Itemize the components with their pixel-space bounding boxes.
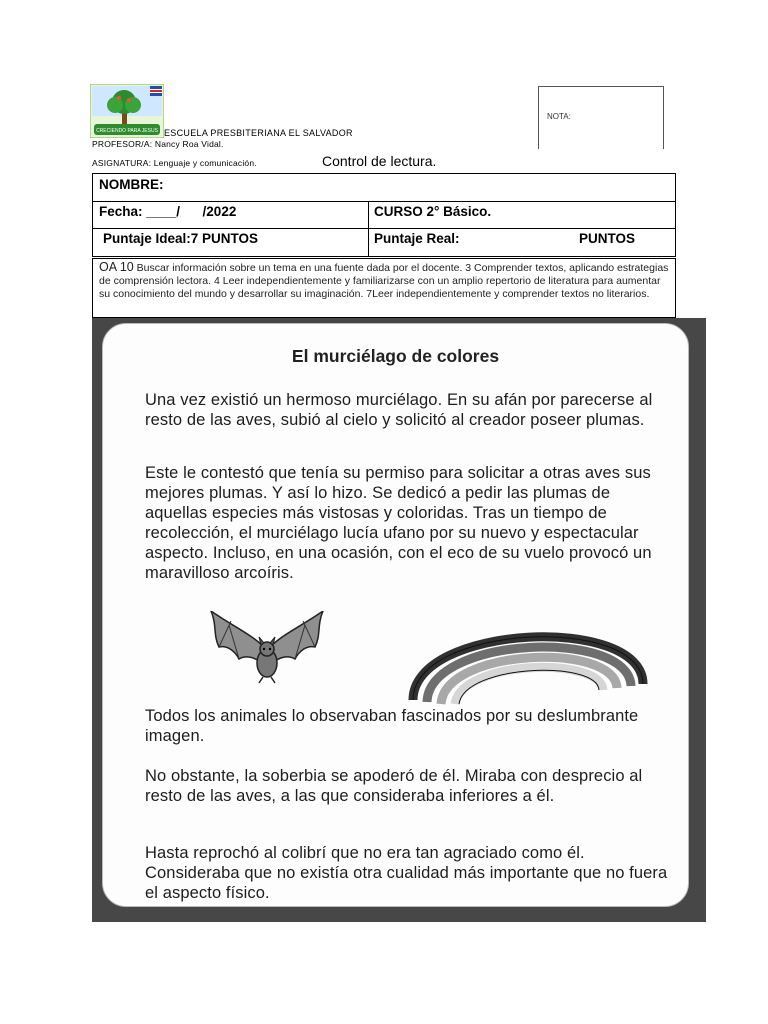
school-logo	[90, 84, 164, 138]
table-divider	[93, 201, 675, 202]
table-divider	[368, 201, 369, 257]
objectives-body: Buscar información sobre un tema en una fuente dada por el docente. 3 Comprender textos, aplicando estrategias de comprensión lectora. 4 Leer independientemente y familiarizarse con un amplio repertorio de literatura para aumentar su conocimiento del mundo y desarrollar su imaginación. 7Leer independientemente y comprender textos no literarios.	[99, 262, 669, 300]
learning-objectives	[92, 258, 676, 318]
story-paragraph: No obstante, la soberbia se apoderó de él. Miraba con desprecio al resto de las aves, a las que consideraba inferiores a él.	[145, 767, 643, 805]
bat-illustration	[201, 611, 333, 687]
objectives-label: OA 10	[99, 260, 134, 274]
school-name: ESCUELA PRESBITERIANA EL SALVADOR	[164, 128, 353, 138]
table-divider	[93, 228, 675, 229]
rainbow-illustration	[403, 614, 653, 706]
story-title: El murciélago de colores	[291, 346, 500, 366]
story-paragraph: Todos los animales lo observaban fascinados por su deslumbrante imagen.	[145, 707, 639, 745]
grade-box[interactable]	[538, 86, 664, 149]
name-field-label[interactable]: NOMBRE:	[99, 177, 164, 192]
page-title: Control de lectura.	[322, 153, 437, 169]
story-paragraph: Una vez existió un hermoso murciélago. En su afán por parecerse al resto de las aves, subió al cielo y solicitó al creador poseer plumas.	[145, 391, 653, 429]
date-field-label[interactable]: Fecha: ____/ /2022	[99, 204, 237, 219]
real-score-label[interactable]: Puntaje Real:	[374, 231, 460, 246]
student-info-table	[92, 173, 676, 257]
points-label: PUNTOS	[579, 231, 636, 246]
subject-label: ASIGNATURA: Lenguaje y comunicación.	[92, 158, 257, 168]
story-paragraph: Este le contestó que tenía su permiso para solicitar a otras aves sus mejores plumas. Y así lo hizo. Se dedicó a pedir las plumas de aquellas especies más vistosas y coloridas. Tras un tiempo de recolección, el murciélago lucía ufano por su nuevo y espectacular aspecto. Incluso, en una ocasión, con el eco de su vuelo provocó un maravilloso arcoíris.	[145, 464, 652, 582]
objectives-text	[99, 261, 669, 301]
logo-text: CRECIENDO PARA JESUS	[96, 128, 158, 134]
course-label: CURSO 2° Básico.	[374, 204, 492, 219]
reading-card	[102, 323, 689, 907]
grade-label: NOTA:	[547, 112, 571, 121]
story-paragraph: Hasta reprochó al colibrí que no era tan agraciado como él. Consideraba que no existía otra cualidad más importante que no fuera el aspecto físico.	[145, 844, 668, 902]
ideal-score-label: Puntaje Ideal:7 PUNTOS	[103, 231, 259, 246]
teacher-name: PROFESOR/A: Nancy Roa Vidal.	[92, 139, 224, 149]
reading-frame	[92, 318, 706, 922]
